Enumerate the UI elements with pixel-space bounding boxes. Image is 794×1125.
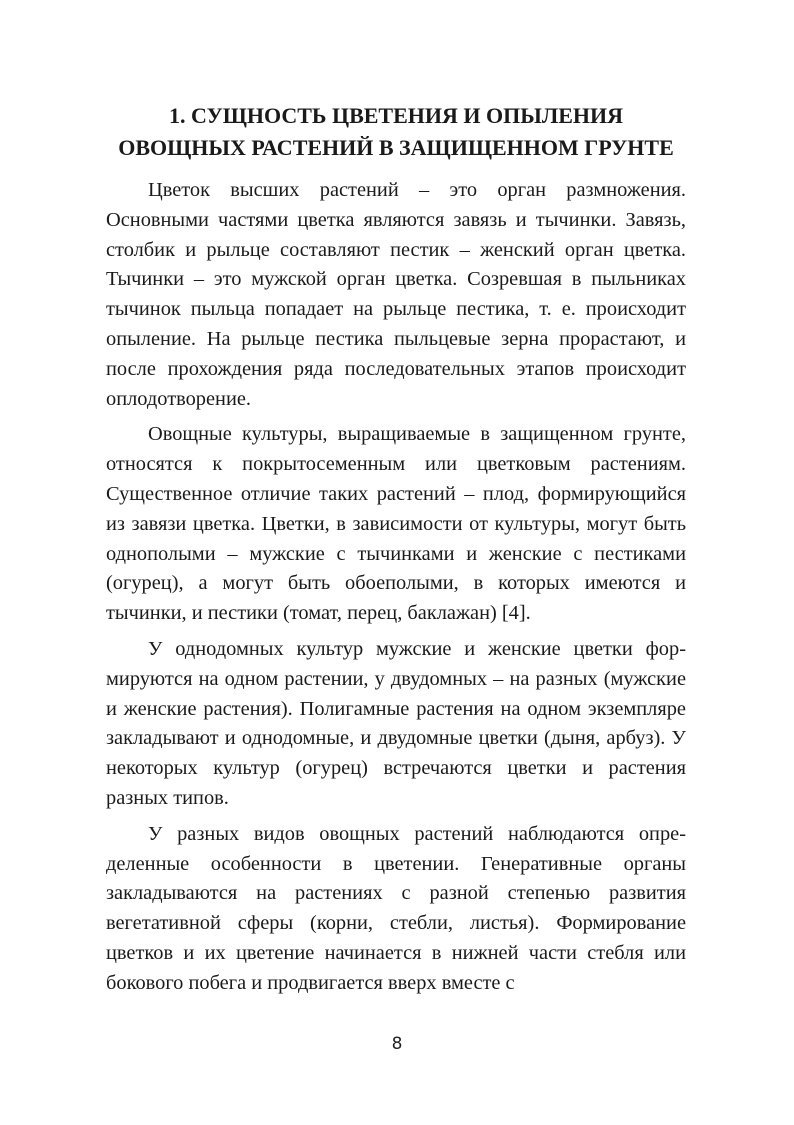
- paragraph-angiosperms: Овощные культуры, выращиваемые в защищенном грунте, относятся к покрытосеменным или цветковым растениям. Существенное отличие таких растений – плод, формирующийся из завязи цветка. Цветки, в зависимости от культуры, могут быть однополыми – мужские с тычинками и женские с пестиками (огурец), а могут быть обоеполыми, в которых имеются и тычинки, и пестики (томат, перец, баклажан) [4].: [106, 423, 686, 625]
- section-title-line-1: 1. СУЩНОСТЬ ЦВЕТЕНИЯ И ОПЫЛЕНИЯ: [168, 103, 624, 128]
- paragraph-monoecious: У однодомных культур мужские и женские цветки формируются на одном растении, у двудомных – на разных (мужские и женские растения). Полигамные растения на одном экземпляре закладывают и однодомные, и двудомные цветки (дыня, арбуз). У некоторых культур (огурец) встречаются цветки и растения разных типов.: [106, 637, 686, 809]
- section-title-line-2: ОВОЩНЫХ РАСТЕНИЙ В ЗАЩИЩЕННОМ ГРУНТЕ: [118, 135, 674, 160]
- section-title: [106, 100, 686, 164]
- page-body: [106, 100, 686, 1005]
- paragraph-flower-organs: Цветок высших растений – это орган размножения. Основными частями цветка являются завязь и тычинки. Завязь, столбик и рыльце составляют пестик – женский орган цветка. Тычинки – это мужской орган цветка. Созревшая в пыльниках тычинок пыльца попадает на рыльце пестика, т. е. происходит опыление. На рыльце пестика пыльцевые зерна прорастают, и после прохождения ряда последовательных этапов происходит оплодотворение.: [106, 179, 686, 410]
- paragraph-flowering-features: У разных видов овощных растений наблюдаются определенные особенности в цветении. Генеративные органы закладываются на растениях с разной степенью развития вегетативной сферы (корни, стебли, листья). Формирование цветков и их цветение начинается в нижней части стебля или бокового побега и продвигается вверх вместе с: [106, 822, 686, 994]
- page-number: 8: [391, 1034, 403, 1054]
